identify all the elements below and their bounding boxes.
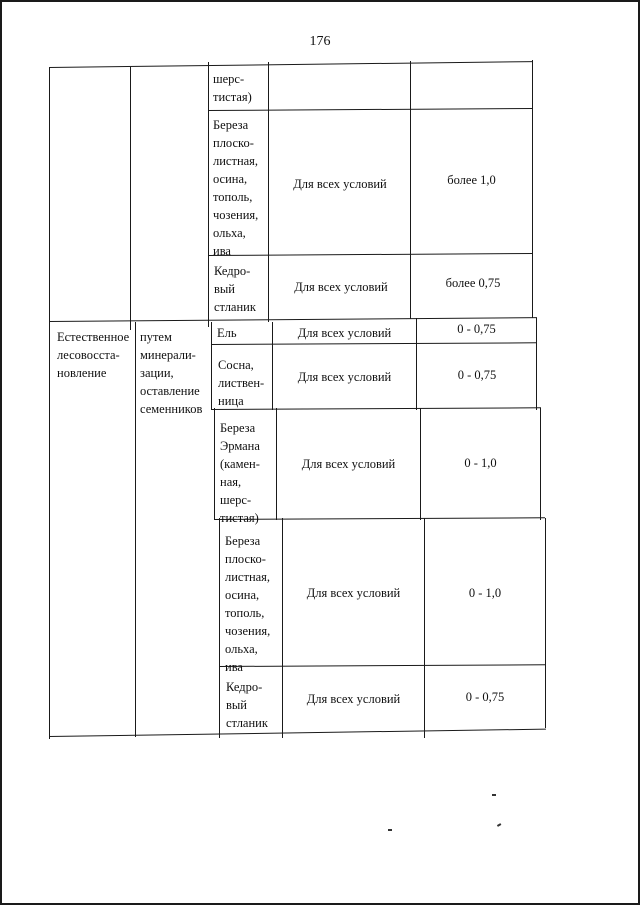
condition-cell: Для всех условий (306, 586, 401, 600)
technique-cell: путем минерали- зации, оставление семенников (140, 330, 203, 416)
table-line (540, 408, 541, 520)
condition-cell: Для всех условий (306, 692, 401, 706)
species-cell: Кедро- вый стланик (226, 680, 268, 730)
species-cell: Береза плоско- листная, осина, тополь, чозения, ольха, ива (213, 118, 259, 258)
table-line (208, 62, 209, 327)
table-line (130, 67, 131, 330)
condition-cell: Для всех условий (301, 457, 396, 471)
method-cell: Естественное лесовосста- новление (57, 330, 130, 380)
species-cell: Кедро- вый стланик (214, 264, 256, 314)
table-line (211, 322, 212, 410)
value-cell: 0 - 1,0 (468, 586, 502, 600)
species-cell: шерс- тистая) (213, 72, 252, 104)
condition-cell: Для всех условий (294, 280, 388, 294)
table-line (545, 518, 546, 728)
table-line (219, 518, 220, 738)
value-cell: 0 - 1,0 (464, 456, 497, 470)
value-cell: более 1,0 (447, 173, 496, 187)
species-cell: Ель (217, 326, 237, 340)
page-number: 176 (309, 34, 331, 49)
condition-cell: Для всех условий (293, 176, 387, 191)
species-cell: Береза Эрмана (камен- ная, шерс- тистая) (220, 421, 260, 525)
value-cell: 0 - 0,75 (457, 322, 496, 336)
species-cell: Береза плоско- листная, осина, тополь, чозения, ольха, ива (225, 534, 271, 674)
table-line (135, 322, 136, 737)
condition-cell: Для всех условий (297, 326, 392, 340)
scan-speck (388, 829, 392, 831)
table-line (536, 318, 537, 410)
table-line (208, 108, 533, 111)
condition-cell: Для всех условий (297, 370, 392, 384)
value-cell: 0 - 0,75 (457, 368, 497, 382)
table-line (214, 408, 215, 520)
species-cell: Сосна, листвен- ница (218, 358, 265, 408)
value-cell: более 0,75 (445, 276, 501, 290)
value-cell: 0 - 0,75 (465, 690, 505, 704)
table-line (49, 67, 50, 739)
table-line (49, 61, 533, 68)
scan-speck (492, 794, 496, 796)
